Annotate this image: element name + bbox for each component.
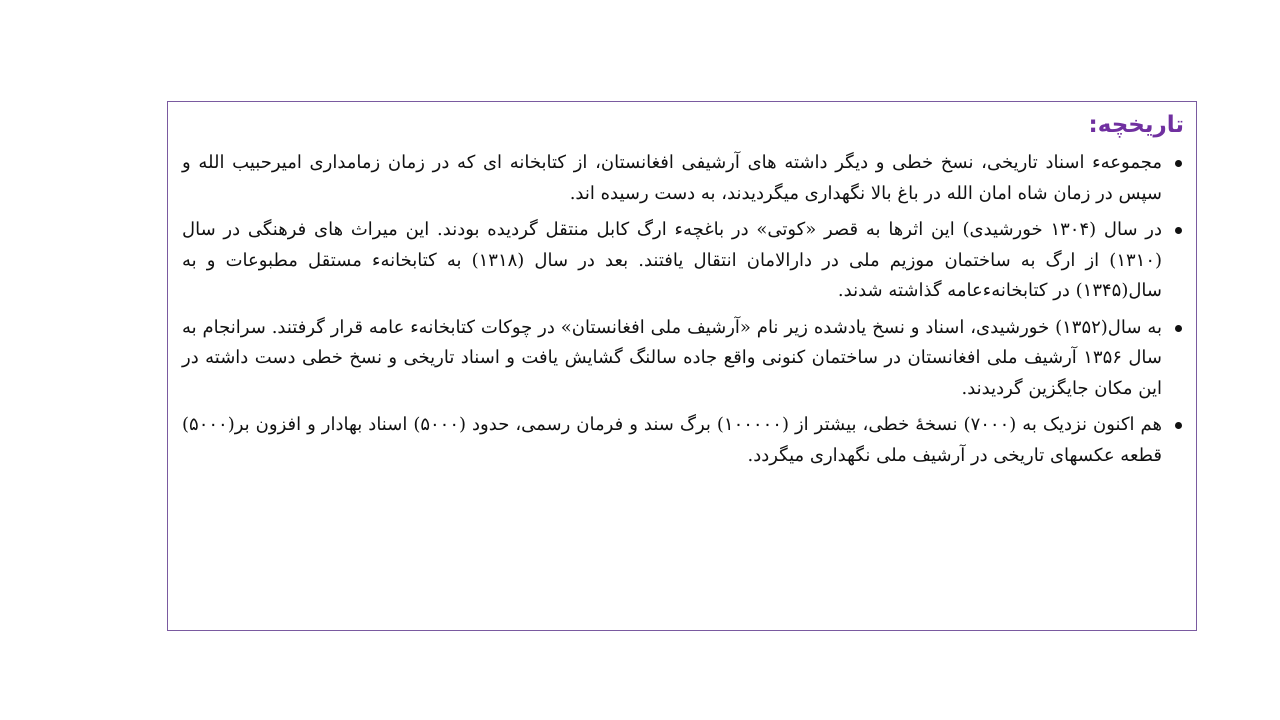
bullet-dot-icon: [1175, 160, 1182, 167]
bullet-list: [182, 148, 1184, 471]
section-heading: تاریخچه:: [1088, 112, 1184, 138]
bullet-item: [182, 313, 1184, 405]
bullet-dot-icon: [1175, 227, 1182, 234]
bullet-item: [182, 410, 1184, 471]
content-box: [167, 101, 1197, 631]
bullet-text: مجموعهء اسناد تاریخی، نسخ خطی و دیگر داشته های آرشیفی افغانستان، از کتابخانه ای که در زمان زمامداری امیرحبیب الله و سپس در زمان شاه امان الله در باغ بالا نگهداری میگردیدند، به دست رسیده اند.: [182, 152, 1162, 204]
bullet-dot-icon: [1175, 422, 1182, 429]
bullet-text: به سال(۱۳۵۲) خورشیدی، اسناد و نسخ یادشده زیر نام «آرشیف ملی افغانستان» در چوکات کتابخانهء عامه قرار گرفتند. سرانجام به سال ۱۳۵۶ آرشیف ملی افغانستان در ساختمان کنونی واقع جاده سالنگ گشایش یافت و اسناد تاریخی و نسخ خطی دست داشته در این مکان جایگزین گردیدند.: [182, 316, 1162, 399]
bullet-item: [182, 215, 1184, 307]
bullet-dot-icon: [1175, 325, 1182, 332]
bullet-text: هم اکنون نزدیک به (۷۰۰۰) نسخهٔ خطی، بیشتر از (۱۰۰۰۰۰) برگ سند و فرمان رسمی، حدود (۵۰۰۰) اسناد بهادار و افزون بر(۵۰۰۰) قطعه عکسهای تاریخی در آرشیف ملی نگهداری میگردد.: [182, 414, 1162, 466]
bullet-item: [182, 148, 1184, 209]
bullet-text: در سال (۱۳۰۴ خورشیدی) این اثرها به قصر «کوتی» در باغچهء ارگ کابل منتقل گردیده بودند. این میراث های فرهنگی در سال (۱۳۱۰) از ارگ به ساختمان موزیم ملی در دارالامان انتقال یافتند. بعد در سال (۱۳۱۸) به کتابخانهء مستقل مطبوعات و به سال(۱۳۴۵) در کتابخانهءعامه گذاشته شدند.: [182, 219, 1163, 301]
